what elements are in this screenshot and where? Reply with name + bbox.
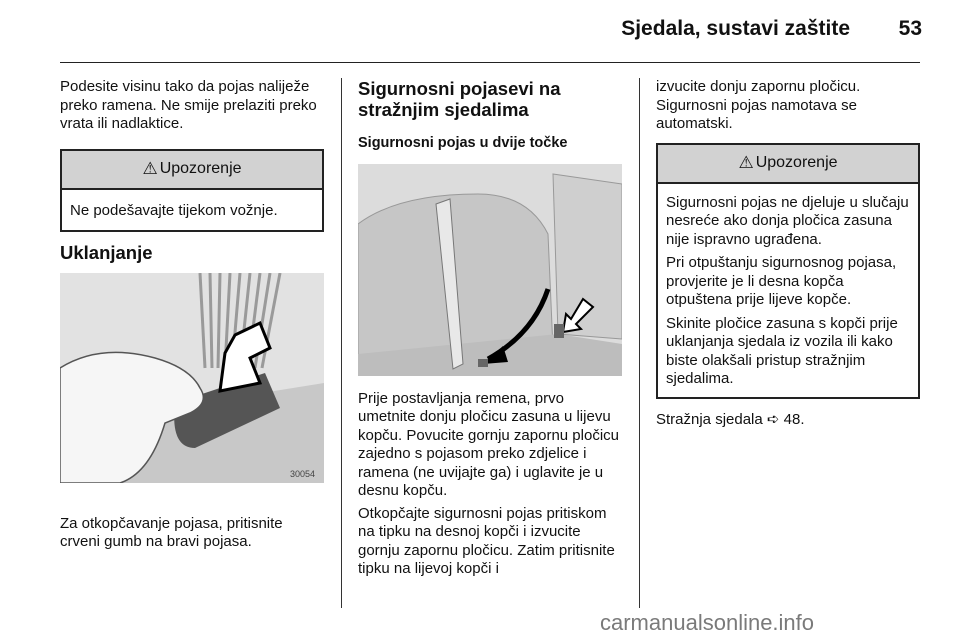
warning-text: Ne podešavajte tijekom vožnje. (70, 201, 278, 219)
figure-number: 30054 (290, 468, 316, 479)
reference-arrow-icon: ➪ (766, 410, 780, 428)
cross-reference[interactable] (656, 411, 920, 430)
warning-title: Upozorenje (755, 153, 838, 171)
watermark: carmanualsonline.info (600, 610, 815, 635)
section-heading-rear-belts: Sigurnosni pojasevi na stražnjim sjedalima (358, 78, 561, 120)
warning-paragraph-3: Skinite pločice zasuna s kopči prije uklanjanja sjedala iz vozila ili kako biste olakšali pristup stražnjim sjedalima. (666, 314, 898, 387)
column-3 (656, 78, 920, 433)
column-divider-1 (341, 78, 342, 608)
header-rule (60, 62, 920, 63)
subheading-two-point-belt: Sigurnosni pojas u dvije točke (358, 135, 568, 151)
column-1 (60, 78, 324, 556)
instruction-paragraph-2: Otkopčajte sigurnosni pojas pritiskom na tipku na desnoj kopči i izvucite gornju zapornu pločicu. Zatim pritisnite tipku na lijevoj kopči i (358, 504, 615, 577)
warning-paragraph-2: Pri otpuštanju sigurnosnog pojasa, provjerite je li desna kopča otpuštena prije lijeve kopče. (666, 254, 897, 308)
warning-title: Upozorenje (159, 159, 242, 177)
page-number: 53 (898, 17, 922, 40)
continuation-paragraph: izvucite donju zapornu pločicu. Sigurnosni pojas namotava se automatski. (656, 78, 861, 132)
right-buckle (554, 324, 564, 338)
reference-page: 48. (783, 410, 805, 428)
warning-body (658, 184, 918, 397)
reference-text: Stražnja sjedala (656, 410, 763, 428)
column-2 (358, 78, 624, 583)
warning-paragraph-1: Sigurnosni pojas ne djeluje u slučaju nesreće ako donja pločica zasuna nije ispravno ugrađena. (666, 193, 909, 248)
figure-buckle-release (60, 273, 324, 483)
warning-header (658, 145, 918, 184)
door-panel (553, 174, 622, 339)
page-header-title: Sjedala, sustavi zaštite (621, 17, 850, 40)
figure-caption: Za otkopčavanje pojasa, pritisnite crveni gumb na bravi pojasa. (60, 514, 283, 550)
intro-paragraph: Podesite visinu tako da pojas naliježe preko ramena. Ne smije prelaziti preko vrata ili nadlaktice. (60, 78, 317, 132)
warning-triangle-icon: ⚠ (142, 158, 158, 178)
warning-body (62, 190, 322, 231)
figure-rear-seat-belt (358, 164, 622, 376)
warning-triangle-icon: ⚠ (738, 152, 754, 172)
warning-box-2 (656, 143, 920, 399)
column-divider-2 (639, 78, 640, 608)
warning-box-1 (60, 149, 324, 233)
instruction-paragraph-1: Prije postavljanja remena, prvo umetnite donju pločicu zasuna u lijevu kopču. Povucite gornju zapornu pločicu zajedno s pojasom preko zdjelice i ramena (ne uvijajte ga) i uglavite je u desnu kopču. (358, 389, 619, 499)
left-buckle (478, 359, 488, 367)
section-heading-uklanjanje: Uklanjanje (60, 242, 153, 263)
warning-header (62, 151, 322, 190)
